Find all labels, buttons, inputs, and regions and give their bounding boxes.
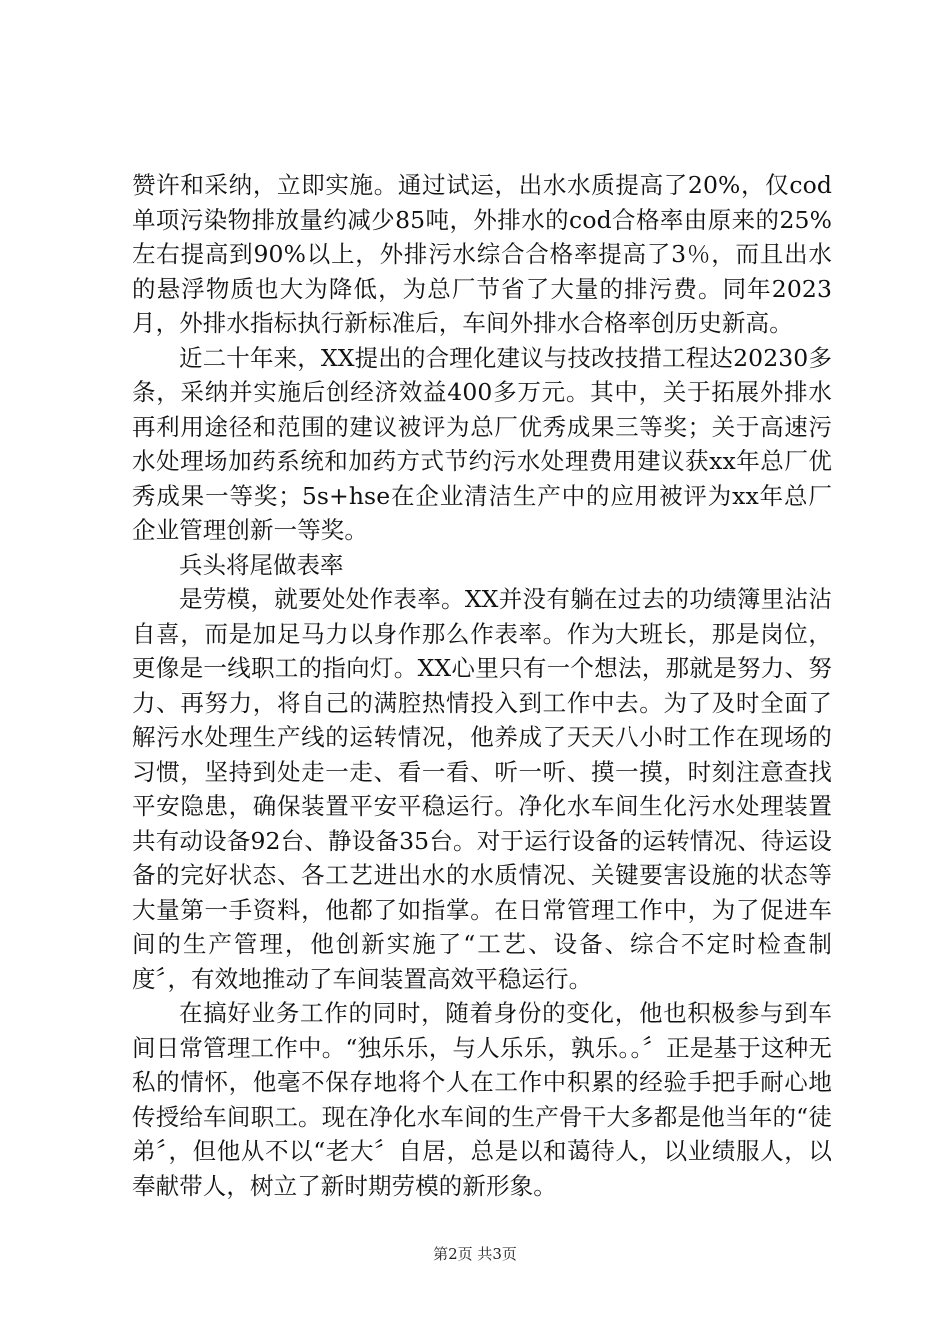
section-heading: 兵头将尾做表率 (179, 550, 344, 579)
page-footer: 第2页 共3页 (433, 1245, 517, 1263)
paragraph-2: 近二十年来，XX提出的合理化建议与技改技措工程达20230多条，采纳并实施后创经济效益400多万元。其中，关于拓展外排水再利用途径和范围的建议被评为总厂优秀成果三等奖；关于高速污水处理场加药系统和加药方式节约污水处理费用建议获xx年总厂优秀成果一等奖；5s+hse在企业清洁生产中的应用被评为xx年总厂企业管理创新一等奖。 (132, 343, 832, 544)
paragraph-3: 是劳模，就要处处作表率。XX并没有躺在过去的功绩簿里沾沾自喜，而是加足马力以身作那么作表率。作为大班长，那是岗位，更像是一线职工的指向灯。XX心里只有一个想法，那就是努力、努力、再努力，将自己的满腔热情投入到工作中去。为了及时全面了解污水处理生产线的运转情况，他养成了天天八小时工作在现场的习惯，坚持到处走一走、看一看、听一听、摸一摸，时刻注意查找平安隐患，确保装置平安平稳运行。净化水车间生化污水处理装置共有动设备92台、静设备35台。对于运行设备的运转情况、待运设备的完好状态、各工艺进出水的水质情况、关键要害设施的状态等大量第一手资料，他都了如指掌。在日常管理工作中，为了促进车间的生产管理，他创新实施了“工艺、设备、综合不定时检查制度〞，有效地推动了车间装置高效平稳运行。 (132, 585, 832, 993)
paragraph-4: 在搞好业务工作的同时，随着身份的变化，他也积极参与到车间日常管理工作中。“独乐乐，与人乐乐，孰乐。。〞正是基于这种无私的情怀，他毫不保存地将个人在工作中积累的经验手把手耐心地传授给车间职工。现在净化水车间的生产骨干大多都是他当年的“徒弟〞，但他从不以“老大〞自居，总是以和蔼待人，以业绩服人，以奉献带人，树立了新时期劳模的新形象。 (132, 999, 832, 1200)
paragraph-1: 赞许和采纳，立即实施。通过试运，出水水质提高了20%，仅cod单项污染物排放量约减少85吨，外排水的cod合格率由原来的25%左右提高到90%以上，外排污水综合合格率提高了3％，而且出水的悬浮物质也大为降低，为总厂节省了大量的排污费。同年2023月，外排水指标执行新标准后，车间外排水合格率创历史新高。 (132, 171, 832, 337)
document-body (132, 168, 832, 1203)
